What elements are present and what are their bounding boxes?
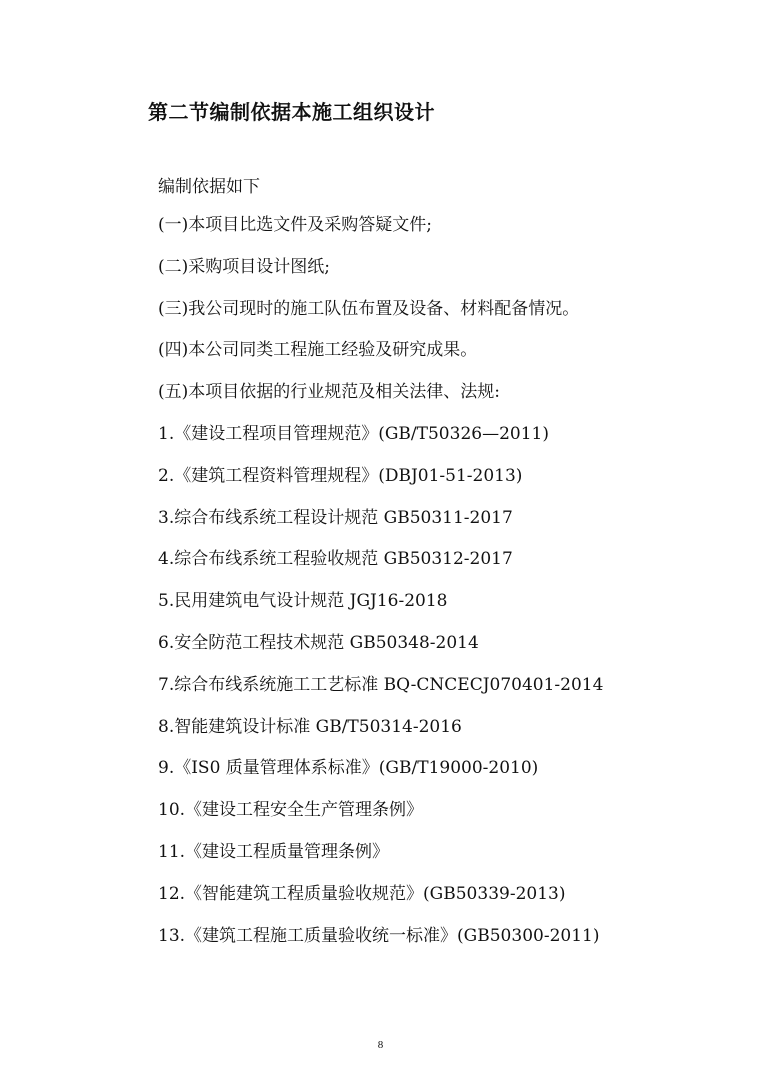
list-item: 2.《建筑工程资料管理规程》(DBJ01-51-2013) [158, 465, 523, 486]
list-item: (三)我公司现时的施工队伍布置及设备、材料配备情况。 [158, 298, 580, 319]
list-item: (一)本项目比选文件及采购答疑文件; [158, 215, 432, 235]
list-item: (四)本公司同类工程施工经验及研究成果。 [158, 340, 478, 361]
list-item: 13.《建筑工程施工质量验收统一标准》(GB50300-2011) [158, 925, 600, 946]
list-item: (二)采购项目设计图纸; [158, 256, 330, 277]
list-item: 11.《建设工程质量管理条例》 [158, 841, 390, 862]
list-item: 6.安全防范工程技术规范 GB50348-2014 [158, 632, 479, 653]
intro-text: 编制依据如下 [158, 177, 260, 197]
list-item: 7.综合布线系统施工工艺标准 BQ-CNCECJ070401-2014 [158, 674, 604, 695]
page-number: 8 [377, 1039, 384, 1051]
list-item: 4.综合布线系统工程验收规范 GB50312-2017 [158, 549, 513, 570]
list-item: 5.民用建筑电气设计规范 JGJ16-2018 [158, 591, 448, 612]
list-item: 10.《建设工程安全生产管理条例》 [158, 800, 424, 821]
basis-list [158, 213, 603, 965]
list-item: 12.《智能建筑工程质量验收规范》(GB50339-2013) [158, 883, 566, 904]
list-item: 1.《建设工程项目管理规范》(GB/T50326—2011) [158, 423, 549, 444]
list-item: 8.智能建筑设计标准 GB/T50314-2016 [158, 716, 462, 737]
list-item: (五)本项目依据的行业规范及相关法律、法规: [158, 382, 500, 403]
section-heading: 第二节编制依据本施工组织设计 [148, 100, 435, 124]
list-item: 9.《IS0 质量管理体系标准》(GB/T19000-2010) [158, 758, 539, 779]
list-item: 3.综合布线系统工程设计规范 GB50311-2017 [158, 507, 513, 528]
